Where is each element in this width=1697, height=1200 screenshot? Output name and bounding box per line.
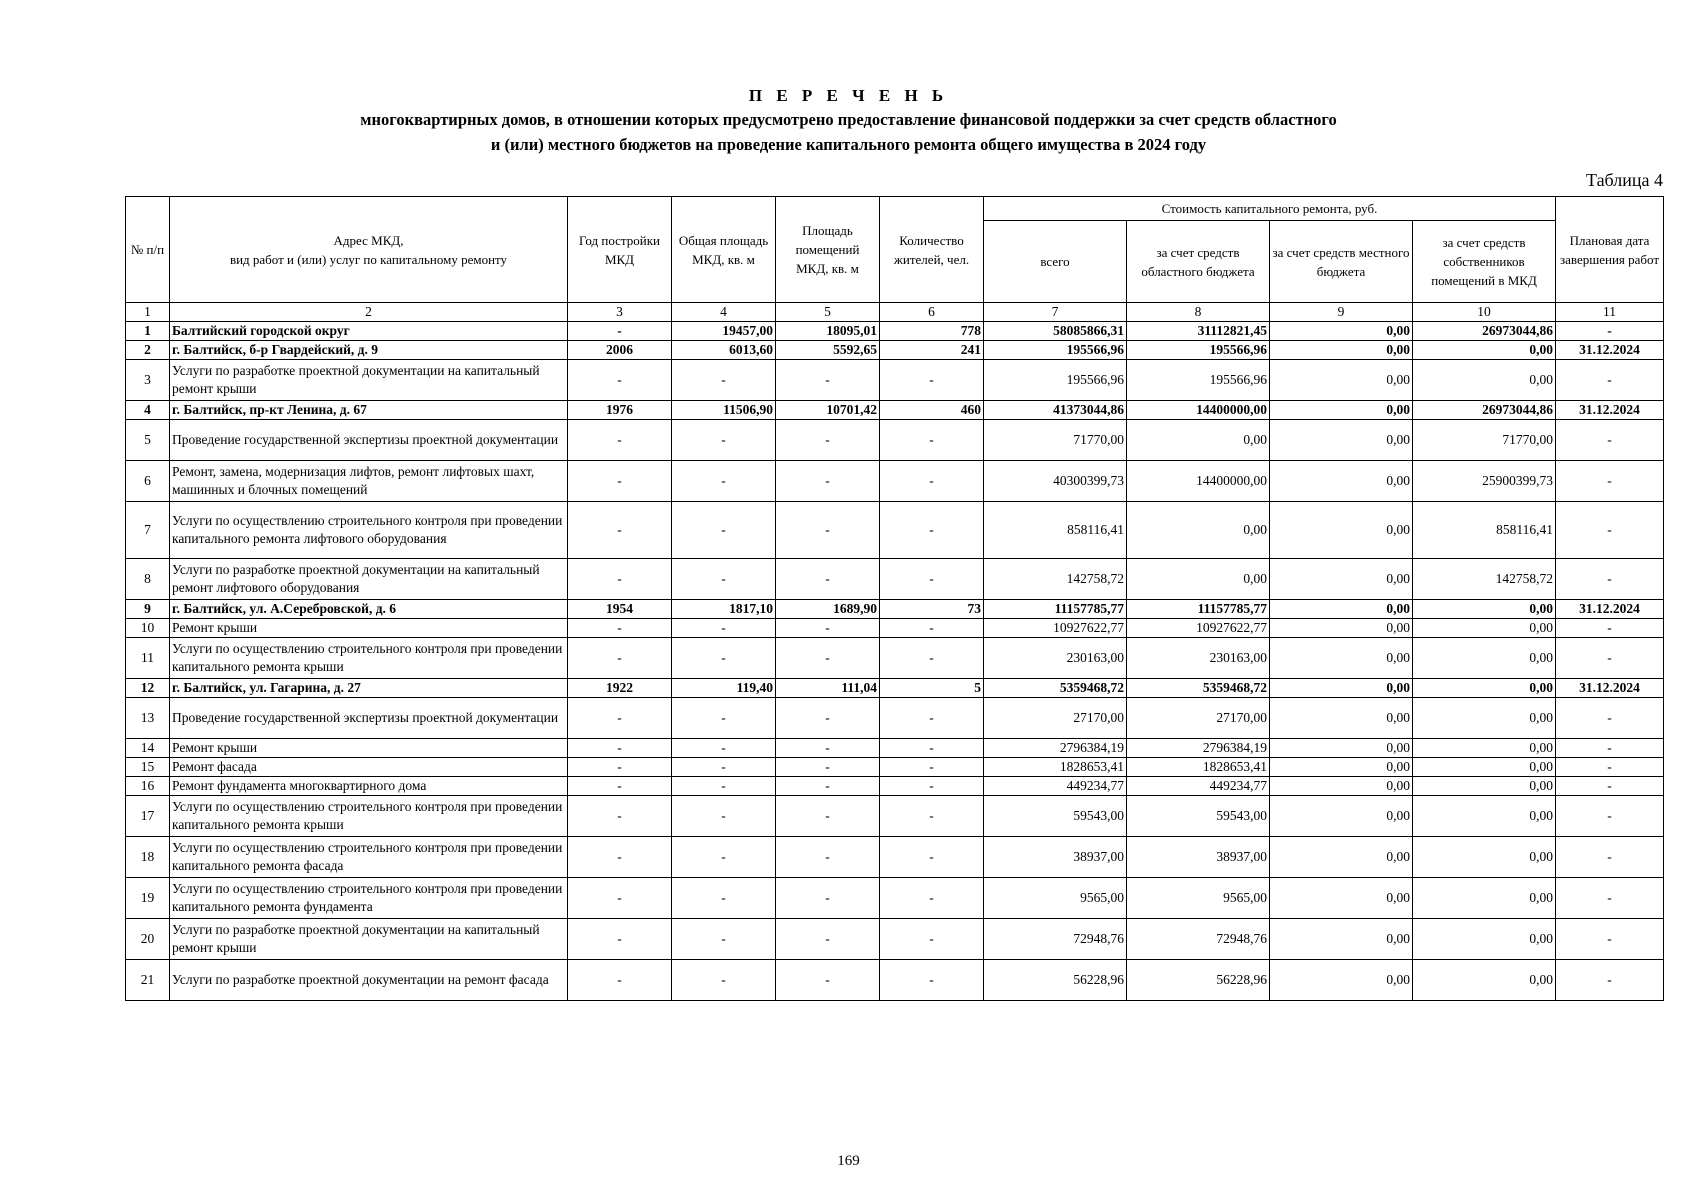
header-cost-local: за счет средств местного бюджета — [1270, 221, 1413, 303]
table-row — [126, 777, 1664, 796]
row-residents: - — [880, 638, 984, 679]
row-cost-local: 0,00 — [1270, 559, 1413, 600]
row-premises-area: - — [776, 360, 880, 401]
row-year: - — [568, 739, 672, 758]
header-residents: Количество жителей, чел. — [880, 197, 984, 303]
row-premises-area: - — [776, 461, 880, 502]
row-deadline: - — [1556, 777, 1664, 796]
header-deadline: Плановая дата завершения работ — [1556, 197, 1664, 303]
row-premises-area: - — [776, 502, 880, 559]
table-row — [126, 600, 1664, 619]
row-residents: - — [880, 502, 984, 559]
table-body — [126, 322, 1664, 1001]
row-address: Услуги по разработке проектной документации на капитальный ремонт крыши — [170, 919, 568, 960]
row-premises-area: - — [776, 777, 880, 796]
row-cost-owners: 0,00 — [1413, 638, 1556, 679]
row-cost-regional: 59543,00 — [1127, 796, 1270, 837]
row-premises-area: - — [776, 619, 880, 638]
row-cost-total: 41373044,86 — [984, 401, 1127, 420]
table-row — [126, 796, 1664, 837]
row-number: 7 — [126, 502, 170, 559]
header-cost-owners: за счет средств собственников помещений в МКД — [1413, 221, 1556, 303]
row-residents: - — [880, 698, 984, 739]
row-cost-regional: 0,00 — [1127, 559, 1270, 600]
document-subtitle-line-2: и (или) местного бюджетов на проведение капитального ремонта общего имущества в 2024 году — [490, 135, 1207, 154]
row-cost-total: 195566,96 — [984, 341, 1127, 360]
row-cost-local: 0,00 — [1270, 837, 1413, 878]
row-total-area: - — [672, 619, 776, 638]
row-deadline: 31.12.2024 — [1556, 679, 1664, 698]
row-deadline: 31.12.2024 — [1556, 341, 1664, 360]
row-year: - — [568, 878, 672, 919]
page-number: 169 — [837, 1153, 860, 1169]
row-cost-local: 0,00 — [1270, 360, 1413, 401]
row-cost-owners: 0,00 — [1413, 341, 1556, 360]
row-total-area: 11506,90 — [672, 401, 776, 420]
row-residents: 241 — [880, 341, 984, 360]
row-cost-owners: 0,00 — [1413, 360, 1556, 401]
row-cost-owners: 0,00 — [1413, 777, 1556, 796]
row-total-area: 1817,10 — [672, 600, 776, 619]
row-premises-area: - — [776, 739, 880, 758]
row-year: - — [568, 638, 672, 679]
row-premises-area: - — [776, 960, 880, 1001]
row-cost-local: 0,00 — [1270, 758, 1413, 777]
row-year: - — [568, 420, 672, 461]
row-residents: - — [880, 777, 984, 796]
row-deadline: - — [1556, 502, 1664, 559]
row-cost-local: 0,00 — [1270, 679, 1413, 698]
row-residents: - — [880, 420, 984, 461]
row-address: Ремонт фасада — [170, 758, 568, 777]
table-row — [126, 502, 1664, 559]
header-year: Год постройки МКД — [568, 197, 672, 303]
row-total-area: - — [672, 837, 776, 878]
row-deadline: - — [1556, 559, 1664, 600]
row-residents: - — [880, 796, 984, 837]
row-cost-regional: 195566,96 — [1127, 360, 1270, 401]
row-cost-regional: 31112821,45 — [1127, 322, 1270, 341]
row-cost-owners: 0,00 — [1413, 758, 1556, 777]
table-row — [126, 919, 1664, 960]
row-number: 1 — [126, 322, 170, 341]
table-row — [126, 341, 1664, 360]
row-deadline: - — [1556, 960, 1664, 1001]
table-row — [126, 878, 1664, 919]
row-cost-local: 0,00 — [1270, 739, 1413, 758]
row-cost-owners: 0,00 — [1413, 739, 1556, 758]
row-premises-area: 111,04 — [776, 679, 880, 698]
row-deadline: - — [1556, 796, 1664, 837]
row-number: 9 — [126, 600, 170, 619]
row-residents: - — [880, 360, 984, 401]
column-number-cell: 6 — [880, 303, 984, 322]
row-cost-local: 0,00 — [1270, 341, 1413, 360]
column-number-cell: 8 — [1127, 303, 1270, 322]
row-total-area: - — [672, 502, 776, 559]
column-number-cell: 5 — [776, 303, 880, 322]
row-address: Услуги по разработке проектной документации на капитальный ремонт крыши — [170, 360, 568, 401]
row-year: 1954 — [568, 600, 672, 619]
row-address: г. Балтийск, б-р Гвардейский, д. 9 — [170, 341, 568, 360]
row-cost-total: 38937,00 — [984, 837, 1127, 878]
row-address: Услуги по осуществлению строительного контроля при проведении капитального ремонта фасада — [170, 837, 568, 878]
row-deadline: - — [1556, 919, 1664, 960]
row-cost-local: 0,00 — [1270, 461, 1413, 502]
column-number-cell: 11 — [1556, 303, 1664, 322]
row-deadline: - — [1556, 322, 1664, 341]
row-cost-owners: 0,00 — [1413, 919, 1556, 960]
row-premises-area: 5592,65 — [776, 341, 880, 360]
row-cost-owners: 26973044,86 — [1413, 322, 1556, 341]
row-cost-owners: 0,00 — [1413, 698, 1556, 739]
column-number-cell: 4 — [672, 303, 776, 322]
row-year: - — [568, 322, 672, 341]
header-cost-group: Стоимость капитального ремонта, руб. — [984, 197, 1556, 221]
row-address: Ремонт, замена, модернизация лифтов, ремонт лифтовых шахт, машинных и блочных помещений — [170, 461, 568, 502]
column-number-cell: 2 — [170, 303, 568, 322]
row-address: г. Балтийск, пр-кт Ленина, д. 67 — [170, 401, 568, 420]
row-number: 12 — [126, 679, 170, 698]
row-number: 2 — [126, 341, 170, 360]
row-address: Ремонт фундамента многоквартирного дома — [170, 777, 568, 796]
row-cost-regional: 56228,96 — [1127, 960, 1270, 1001]
row-number: 17 — [126, 796, 170, 837]
row-cost-local: 0,00 — [1270, 796, 1413, 837]
row-cost-regional: 2796384,19 — [1127, 739, 1270, 758]
row-deadline: - — [1556, 698, 1664, 739]
row-number: 11 — [126, 638, 170, 679]
row-deadline: - — [1556, 360, 1664, 401]
row-address: г. Балтийск, ул. А.Серебровской, д. 6 — [170, 600, 568, 619]
row-address: Ремонт крыши — [170, 739, 568, 758]
row-cost-total: 230163,00 — [984, 638, 1127, 679]
column-number-cell: 10 — [1413, 303, 1556, 322]
row-total-area: - — [672, 960, 776, 1001]
row-cost-owners: 858116,41 — [1413, 502, 1556, 559]
row-deadline: 31.12.2024 — [1556, 401, 1664, 420]
table-row — [126, 322, 1664, 341]
row-address: Услуги по осуществлению строительного контроля при проведении капитального ремонта фундамента — [170, 878, 568, 919]
row-number: 14 — [126, 739, 170, 758]
row-cost-local: 0,00 — [1270, 878, 1413, 919]
row-total-area: - — [672, 698, 776, 739]
row-total-area: - — [672, 739, 776, 758]
row-cost-total: 27170,00 — [984, 698, 1127, 739]
row-cost-regional: 27170,00 — [1127, 698, 1270, 739]
row-cost-local: 0,00 — [1270, 420, 1413, 461]
row-total-area: - — [672, 360, 776, 401]
row-cost-total: 5359468,72 — [984, 679, 1127, 698]
row-residents: 73 — [880, 600, 984, 619]
header-cost-regional: за счет средств областного бюджета — [1127, 221, 1270, 303]
row-cost-local: 0,00 — [1270, 638, 1413, 679]
row-premises-area: - — [776, 420, 880, 461]
row-address: г. Балтийск, ул. Гагарина, д. 27 — [170, 679, 568, 698]
row-total-area: 119,40 — [672, 679, 776, 698]
row-number: 20 — [126, 919, 170, 960]
row-year: - — [568, 698, 672, 739]
column-number-row — [126, 303, 1664, 322]
row-premises-area: - — [776, 559, 880, 600]
row-total-area: 19457,00 — [672, 322, 776, 341]
row-cost-regional: 10927622,77 — [1127, 619, 1270, 638]
table-row — [126, 461, 1664, 502]
row-year: - — [568, 960, 672, 1001]
row-cost-local: 0,00 — [1270, 698, 1413, 739]
row-deadline: - — [1556, 638, 1664, 679]
table-row — [126, 739, 1664, 758]
row-cost-total: 72948,76 — [984, 919, 1127, 960]
column-number-cell: 9 — [1270, 303, 1413, 322]
table-header — [126, 197, 1664, 322]
row-year: 1922 — [568, 679, 672, 698]
table-row — [126, 360, 1664, 401]
row-cost-total: 1828653,41 — [984, 758, 1127, 777]
row-cost-owners: 25900399,73 — [1413, 461, 1556, 502]
row-year: 1976 — [568, 401, 672, 420]
row-cost-total: 11157785,77 — [984, 600, 1127, 619]
row-premises-area: 10701,42 — [776, 401, 880, 420]
table-row — [126, 619, 1664, 638]
row-total-area: - — [672, 638, 776, 679]
row-cost-local: 0,00 — [1270, 777, 1413, 796]
header-total-area: Общая площадь МКД, кв. м — [672, 197, 776, 303]
row-cost-total: 195566,96 — [984, 360, 1127, 401]
row-residents: 778 — [880, 322, 984, 341]
column-number-cell: 1 — [126, 303, 170, 322]
row-cost-owners: 0,00 — [1413, 796, 1556, 837]
row-year: - — [568, 502, 672, 559]
row-cost-owners: 71770,00 — [1413, 420, 1556, 461]
row-premises-area: - — [776, 878, 880, 919]
row-number: 19 — [126, 878, 170, 919]
row-cost-local: 0,00 — [1270, 401, 1413, 420]
row-residents: 460 — [880, 401, 984, 420]
row-cost-total: 59543,00 — [984, 796, 1127, 837]
document-title: П Е Р Е Ч Е Н Ь — [748, 86, 949, 105]
row-number: 6 — [126, 461, 170, 502]
row-cost-total: 2796384,19 — [984, 739, 1127, 758]
row-deadline: - — [1556, 461, 1664, 502]
row-premises-area: - — [776, 796, 880, 837]
row-total-area: 6013,60 — [672, 341, 776, 360]
row-total-area: - — [672, 559, 776, 600]
row-address: Балтийский городской округ — [170, 322, 568, 341]
row-deadline: 31.12.2024 — [1556, 600, 1664, 619]
row-year: - — [568, 837, 672, 878]
row-cost-owners: 0,00 — [1413, 878, 1556, 919]
row-cost-owners: 0,00 — [1413, 679, 1556, 698]
row-residents: - — [880, 758, 984, 777]
row-total-area: - — [672, 777, 776, 796]
row-premises-area: - — [776, 698, 880, 739]
row-cost-regional: 1828653,41 — [1127, 758, 1270, 777]
row-cost-owners: 142758,72 — [1413, 559, 1556, 600]
row-residents: - — [880, 837, 984, 878]
row-cost-owners: 26973044,86 — [1413, 401, 1556, 420]
table-row — [126, 758, 1664, 777]
row-deadline: - — [1556, 420, 1664, 461]
row-deadline: - — [1556, 739, 1664, 758]
row-number: 21 — [126, 960, 170, 1001]
row-deadline: - — [1556, 837, 1664, 878]
row-number: 10 — [126, 619, 170, 638]
table-label: Таблица 4 — [1586, 170, 1663, 190]
row-number: 4 — [126, 401, 170, 420]
row-total-area: - — [672, 796, 776, 837]
row-cost-total: 449234,77 — [984, 777, 1127, 796]
row-number: 8 — [126, 559, 170, 600]
registry-table — [125, 196, 1664, 1001]
row-total-area: - — [672, 919, 776, 960]
column-number-cell: 3 — [568, 303, 672, 322]
row-total-area: - — [672, 758, 776, 777]
row-residents: - — [880, 619, 984, 638]
row-total-area: - — [672, 461, 776, 502]
row-cost-regional: 38937,00 — [1127, 837, 1270, 878]
row-premises-area: - — [776, 758, 880, 777]
row-address: Услуги по осуществлению строительного контроля при проведении капитального ремонта лифтового оборудования — [170, 502, 568, 559]
row-number: 13 — [126, 698, 170, 739]
row-cost-regional: 5359468,72 — [1127, 679, 1270, 698]
row-premises-area: 18095,01 — [776, 322, 880, 341]
row-cost-total: 71770,00 — [984, 420, 1127, 461]
table-row — [126, 837, 1664, 878]
row-cost-local: 0,00 — [1270, 600, 1413, 619]
row-address: Проведение государственной экспертизы проектной документации — [170, 420, 568, 461]
row-number: 18 — [126, 837, 170, 878]
row-year: - — [568, 461, 672, 502]
row-cost-local: 0,00 — [1270, 919, 1413, 960]
row-address: Услуги по осуществлению строительного контроля при проведении капитального ремонта крыши — [170, 638, 568, 679]
row-cost-total: 142758,72 — [984, 559, 1127, 600]
row-premises-area: - — [776, 638, 880, 679]
row-residents: - — [880, 878, 984, 919]
row-residents: - — [880, 960, 984, 1001]
row-cost-local: 0,00 — [1270, 322, 1413, 341]
row-cost-owners: 0,00 — [1413, 960, 1556, 1001]
row-residents: - — [880, 919, 984, 960]
row-number: 5 — [126, 420, 170, 461]
row-deadline: - — [1556, 619, 1664, 638]
row-cost-local: 0,00 — [1270, 502, 1413, 559]
row-cost-total: 9565,00 — [984, 878, 1127, 919]
row-cost-total: 58085866,31 — [984, 322, 1127, 341]
table-row — [126, 679, 1664, 698]
table-row — [126, 638, 1664, 679]
row-cost-regional: 230163,00 — [1127, 638, 1270, 679]
row-cost-regional: 11157785,77 — [1127, 600, 1270, 619]
row-cost-total: 40300399,73 — [984, 461, 1127, 502]
row-total-area: - — [672, 420, 776, 461]
header-cost-total: всего — [984, 221, 1127, 303]
table-row — [126, 401, 1664, 420]
row-number: 16 — [126, 777, 170, 796]
row-cost-owners: 0,00 — [1413, 837, 1556, 878]
row-address: Услуги по разработке проектной документации на ремонт фасада — [170, 960, 568, 1001]
row-address: Проведение государственной экспертизы проектной документации — [170, 698, 568, 739]
row-cost-total: 858116,41 — [984, 502, 1127, 559]
table-row — [126, 698, 1664, 739]
row-premises-area: - — [776, 837, 880, 878]
row-year: - — [568, 919, 672, 960]
header-premises-area: Площадь помещений МКД, кв. м — [776, 197, 880, 303]
row-cost-regional: 449234,77 — [1127, 777, 1270, 796]
row-residents: - — [880, 739, 984, 758]
table-row — [126, 960, 1664, 1001]
column-number-cell: 7 — [984, 303, 1127, 322]
row-cost-regional: 0,00 — [1127, 502, 1270, 559]
row-cost-regional: 0,00 — [1127, 420, 1270, 461]
row-year: - — [568, 619, 672, 638]
table-row — [126, 559, 1664, 600]
row-residents: 5 — [880, 679, 984, 698]
row-year: 2006 — [568, 341, 672, 360]
row-number: 15 — [126, 758, 170, 777]
row-cost-owners: 0,00 — [1413, 600, 1556, 619]
row-year: - — [568, 559, 672, 600]
row-residents: - — [880, 559, 984, 600]
row-year: - — [568, 777, 672, 796]
row-address: Услуги по осуществлению строительного контроля при проведении капитального ремонта крыши — [170, 796, 568, 837]
header-no: № п/п — [126, 197, 170, 303]
row-cost-regional: 72948,76 — [1127, 919, 1270, 960]
row-cost-regional: 195566,96 — [1127, 341, 1270, 360]
row-deadline: - — [1556, 878, 1664, 919]
row-address: Услуги по разработке проектной документации на капитальный ремонт лифтового оборудования — [170, 559, 568, 600]
row-deadline: - — [1556, 758, 1664, 777]
row-address: Ремонт крыши — [170, 619, 568, 638]
row-cost-local: 0,00 — [1270, 619, 1413, 638]
header-address: Адрес МКД, вид работ и (или) услуг по капитальному ремонту — [170, 197, 568, 303]
row-cost-regional: 9565,00 — [1127, 878, 1270, 919]
row-number: 3 — [126, 360, 170, 401]
row-cost-owners: 0,00 — [1413, 619, 1556, 638]
row-premises-area: - — [776, 919, 880, 960]
row-cost-local: 0,00 — [1270, 960, 1413, 1001]
table-row — [126, 420, 1664, 461]
row-residents: - — [880, 461, 984, 502]
document-subtitle-line-1: многоквартирных домов, в отношении которых предусмотрено предоставление финансовой поддержки за счет средств областного — [360, 110, 1337, 129]
row-year: - — [568, 758, 672, 777]
row-cost-total: 10927622,77 — [984, 619, 1127, 638]
row-year: - — [568, 796, 672, 837]
row-premises-area: 1689,90 — [776, 600, 880, 619]
row-cost-total: 56228,96 — [984, 960, 1127, 1001]
row-cost-regional: 14400000,00 — [1127, 401, 1270, 420]
row-total-area: - — [672, 878, 776, 919]
row-cost-regional: 14400000,00 — [1127, 461, 1270, 502]
row-year: - — [568, 360, 672, 401]
